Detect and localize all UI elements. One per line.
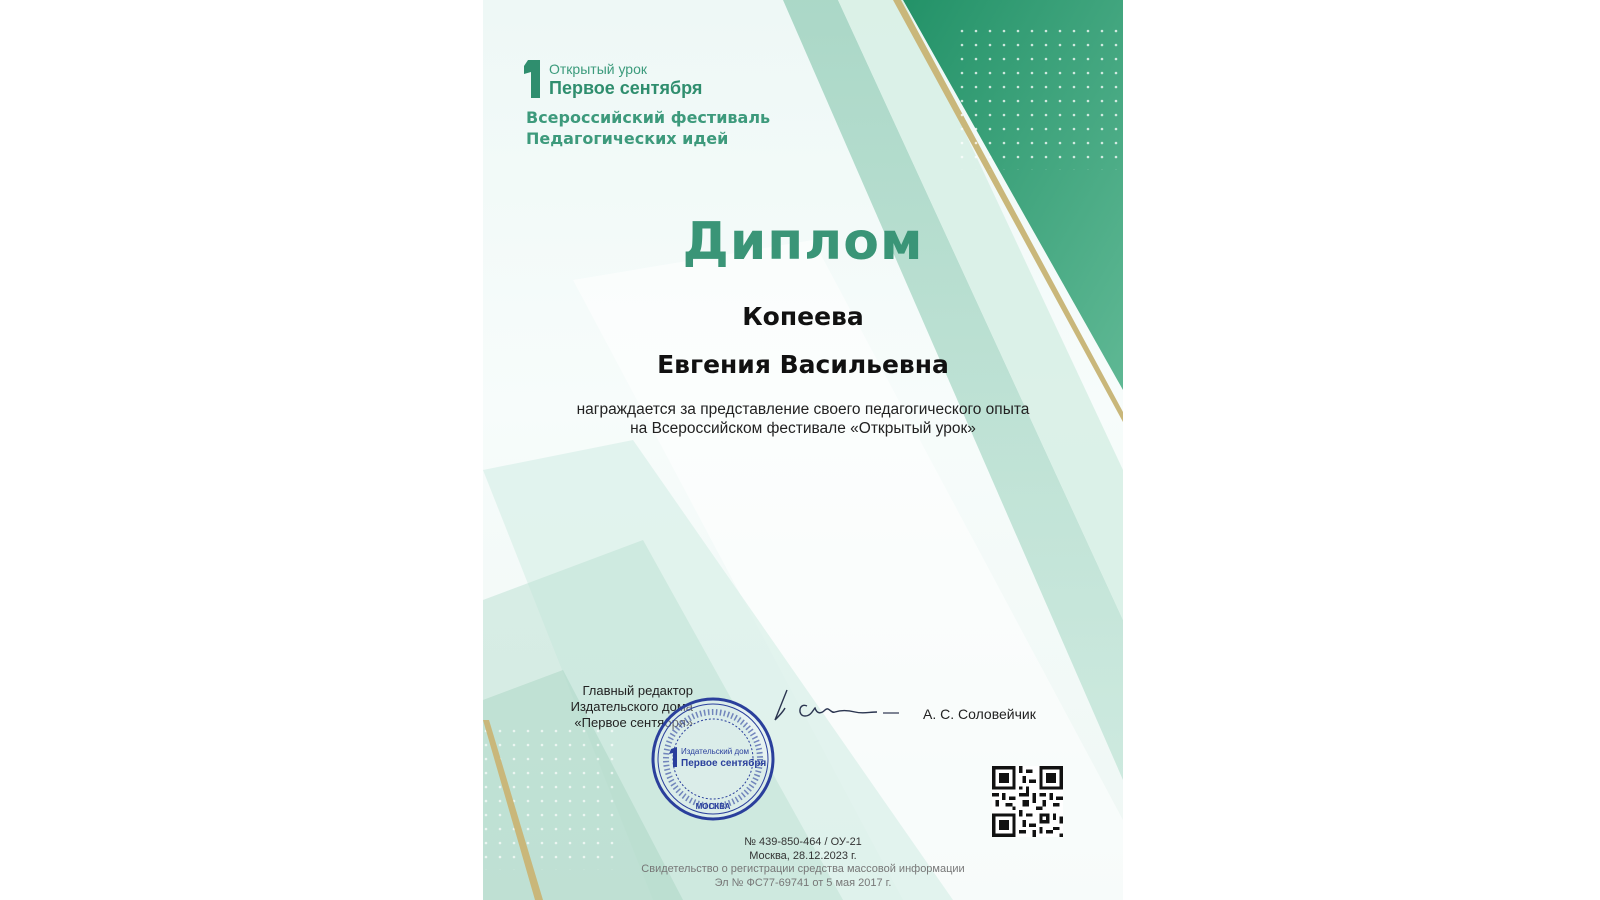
editor-line-3: «Первое сентября»	[574, 715, 693, 730]
recipient-name: Евгения Васильевна	[657, 350, 949, 379]
logo-line-1: Открытый урок	[549, 61, 647, 77]
document-footer	[483, 836, 1123, 890]
festival-line-1: Всероссийский фестиваль	[526, 108, 771, 127]
number-one-logo-icon	[523, 60, 543, 98]
stamp-brand-small: Издательский дом	[681, 747, 750, 756]
award-line-1: награждается за представление своего педагогического опыта	[576, 401, 1030, 418]
editor-line-2: Издательского дома	[570, 699, 693, 714]
festival-name	[526, 107, 770, 149]
award-line-2: на Всероссийском фестивале «Открытый урок»	[630, 420, 976, 437]
logo-line-2: Первое сентября	[549, 78, 703, 98]
award-text	[483, 400, 1123, 438]
recipient-surname: Копеева	[742, 302, 864, 331]
license-number: Эл № ФС77-69741 от 5 мая 2017 г.	[714, 876, 892, 889]
diploma-number: № 439-850-464 / ОУ-21	[744, 836, 862, 848]
handwritten-signature	[773, 686, 903, 726]
publisher-logo	[523, 60, 702, 98]
signer-name: А. С. Соловейчик	[923, 706, 1036, 722]
issue-city-date: Москва, 28.12.2023 г.	[749, 849, 857, 862]
qr-code-icon	[992, 766, 1063, 837]
diploma-title: Диплом	[682, 212, 924, 272]
stamp-brand-big: Первое сентября	[681, 758, 767, 769]
editor-line-1: Главный редактор	[582, 683, 693, 698]
official-stamp	[651, 697, 775, 821]
registration-text: Свидетельство о регистрации средства массовой информации	[641, 863, 965, 875]
diploma-certificate	[483, 0, 1123, 900]
stamp-city: МОСКВА	[695, 802, 731, 811]
festival-line-2: Педагогических идей	[526, 129, 729, 148]
